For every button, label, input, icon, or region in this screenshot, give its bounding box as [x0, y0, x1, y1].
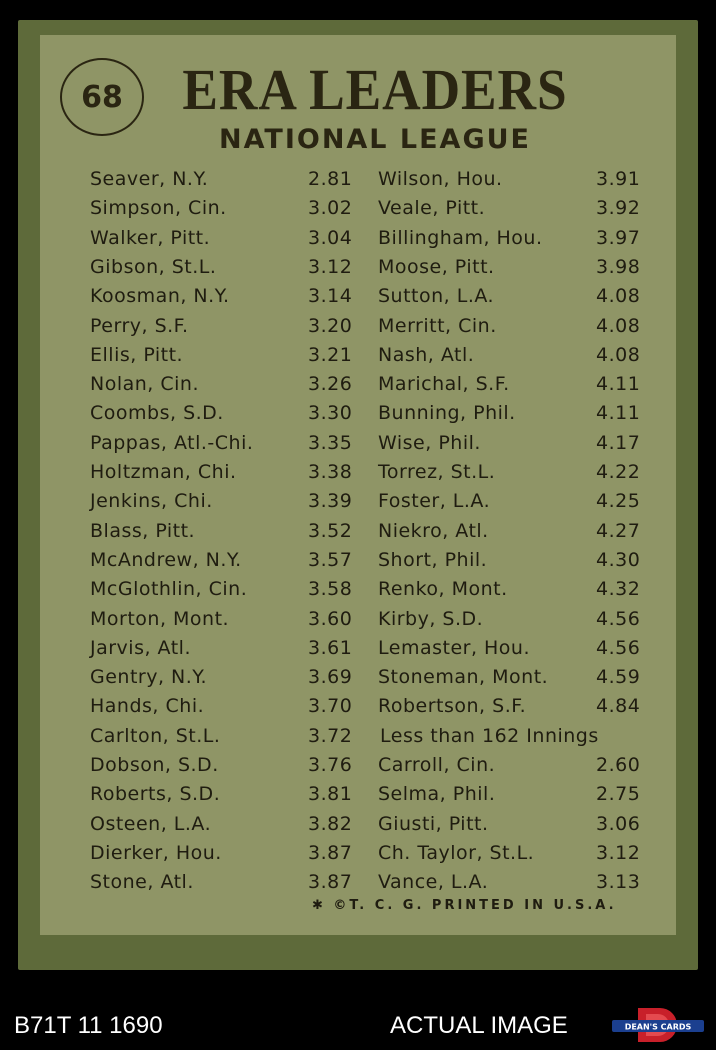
era-value: 3.69: [308, 666, 353, 689]
era-value: 3.91: [596, 168, 641, 190]
era-value: 4.11: [596, 373, 641, 396]
era-value: 3.76: [308, 754, 353, 776]
pitcher-name: Robertson, S.F.: [378, 695, 527, 718]
pitcher-name: Holtzman, Chi.: [90, 461, 237, 483]
pitcher-name: Lemaster, Hou.: [378, 636, 531, 659]
pitcher-name: Jenkins, Chi.: [90, 490, 213, 513]
era-value: 3.52: [308, 519, 353, 542]
actual-image-label: ACTUAL IMAGE: [390, 1012, 568, 1039]
era-value: 3.98: [596, 255, 641, 278]
era-value: 3.87: [308, 841, 353, 864]
pitcher-name: Foster, L.A.: [378, 490, 491, 513]
era-value: 3.58: [308, 578, 353, 601]
table-row: [0, 871, 716, 900]
pitcher-name: Seaver, N.Y.: [90, 168, 209, 190]
era-value: 4.32: [596, 578, 641, 601]
table-row: [0, 695, 716, 724]
pitcher-name: Gentry, N.Y.: [90, 666, 208, 689]
pitcher-name: Stoneman, Mont.: [378, 666, 549, 689]
pitcher-name: Coombs, S.D.: [90, 402, 224, 425]
table-row: [0, 842, 716, 871]
pitcher-name: Wise, Phil.: [378, 431, 481, 454]
era-value: 4.25: [596, 490, 641, 513]
pitcher-name: Bunning, Phil.: [378, 402, 516, 425]
era-value: 4.11: [596, 402, 641, 425]
pitcher-name: Gibson, St.L.: [90, 255, 217, 278]
table-row: [0, 344, 716, 373]
pitcher-name: Morton, Mont.: [90, 607, 230, 630]
era-value: 3.02: [308, 197, 353, 220]
table-row: [0, 637, 716, 666]
pitcher-name: Ch. Taylor, St.L.: [378, 841, 535, 864]
pitcher-name: McGlothlin, Cin.: [90, 578, 248, 601]
pitcher-name: Wilson, Hou.: [378, 168, 503, 190]
era-value: 3.70: [308, 695, 353, 718]
table-row: [0, 315, 716, 344]
era-value: 4.56: [596, 607, 641, 630]
pitcher-name: Selma, Phil.: [378, 783, 496, 806]
logo-text: DEAN'S CARDS: [624, 1022, 692, 1032]
era-value: 3.81: [308, 783, 353, 806]
era-value: 3.60: [308, 607, 353, 630]
table-row: [0, 608, 716, 637]
pitcher-name: Hands, Chi.: [90, 695, 205, 718]
pitcher-name: Koosman, N.Y.: [90, 285, 230, 308]
deans-cards-logo: [612, 1005, 704, 1045]
table-row: [0, 490, 716, 519]
pitcher-name: Stone, Atl.: [90, 871, 194, 894]
era-value: 4.27: [596, 519, 641, 542]
pitcher-name: Merritt, Cin.: [378, 314, 497, 337]
pitcher-name: Roberts, S.D.: [90, 783, 221, 806]
era-value: 4.08: [596, 343, 641, 366]
era-value: 3.21: [308, 343, 353, 366]
era-value: 2.81: [308, 168, 353, 190]
card-code: B71T 11 1690: [14, 1012, 163, 1039]
pitcher-name: Ellis, Pitt.: [90, 343, 184, 366]
era-value: 3.14: [308, 285, 353, 308]
section-header: Less than 162 Innings: [380, 724, 599, 747]
table-row: [0, 666, 716, 695]
pitcher-name: Billingham, Hou.: [378, 226, 543, 249]
table-row: [0, 813, 716, 842]
table-row: [0, 168, 716, 197]
pitcher-name: Niekro, Atl.: [378, 519, 489, 542]
pitcher-name: Osteen, L.A.: [90, 812, 212, 835]
era-value: 3.38: [308, 461, 353, 483]
pitcher-name: Perry, S.F.: [90, 314, 189, 337]
table-row: [0, 549, 716, 578]
table-row: [0, 373, 716, 402]
table-row: [0, 285, 716, 314]
table-row: [0, 578, 716, 607]
era-value: 4.08: [596, 285, 641, 308]
era-value: 3.57: [308, 548, 353, 571]
card-title: ERA LEADERS: [182, 57, 568, 122]
pitcher-name: Dierker, Hou.: [90, 841, 222, 864]
era-value: 4.56: [596, 636, 641, 659]
pitcher-name: Torrez, St.L.: [378, 461, 496, 483]
card-subtitle: NATIONAL LEAGUE: [219, 124, 531, 155]
pitcher-name: Jarvis, Atl.: [90, 636, 191, 659]
table-row: [0, 256, 716, 285]
pitcher-name: Dobson, S.D.: [90, 754, 219, 776]
pitcher-name: Blass, Pitt.: [90, 519, 196, 542]
pitcher-name: Nolan, Cin.: [90, 373, 200, 396]
pitcher-name: Vance, L.A.: [378, 871, 489, 894]
era-value: 4.08: [596, 314, 641, 337]
pitcher-name: Carroll, Cin.: [378, 754, 496, 776]
table-row: [0, 402, 716, 431]
pitcher-name: Pappas, Atl.-Chi.: [90, 431, 254, 454]
era-value: 3.12: [308, 255, 353, 278]
era-value: 3.20: [308, 314, 353, 337]
era-value: 3.39: [308, 490, 353, 513]
era-value: 3.61: [308, 636, 353, 659]
table-row: [0, 783, 716, 812]
pitcher-name: McAndrew, N.Y.: [90, 548, 242, 571]
era-value: 3.13: [596, 871, 641, 894]
table-row: [0, 520, 716, 549]
era-value: 4.22: [596, 461, 641, 483]
era-value: 3.92: [596, 197, 641, 220]
era-value: 3.82: [308, 812, 353, 835]
era-value: 3.12: [596, 841, 641, 864]
era-value: 3.26: [308, 373, 353, 396]
era-value: 2.60: [596, 754, 641, 776]
pitcher-name: Moose, Pitt.: [378, 255, 495, 278]
era-value: 3.30: [308, 402, 353, 425]
era-value: 3.87: [308, 871, 353, 894]
era-value: 3.06: [596, 812, 641, 835]
pitcher-name: Sutton, L.A.: [378, 285, 495, 308]
era-value: 2.75: [596, 783, 641, 806]
table-row: [0, 461, 716, 490]
copyright-footer: ✱ ©T. C. G. PRINTED IN U.S.A.: [312, 898, 617, 913]
pitcher-name: Nash, Atl.: [378, 343, 475, 366]
pitcher-name: Giusti, Pitt.: [378, 812, 489, 835]
pitcher-name: Short, Phil.: [378, 548, 488, 571]
era-value: 4.84: [596, 695, 641, 718]
era-value: 3.04: [308, 226, 353, 249]
pitcher-name: Walker, Pitt.: [90, 226, 211, 249]
table-row: [0, 197, 716, 226]
pitcher-name: Renko, Mont.: [378, 578, 508, 601]
pitcher-name: Carlton, St.L.: [90, 724, 221, 747]
pitcher-name: Kirby, S.D.: [378, 607, 484, 630]
era-value: 3.72: [308, 724, 353, 747]
era-value: 4.17: [596, 431, 641, 454]
table-row: [0, 432, 716, 461]
era-value: 3.35: [308, 431, 353, 454]
table-row: [0, 754, 716, 783]
table-row: [0, 227, 716, 256]
era-value: 4.59: [596, 666, 641, 689]
pitcher-name: Marichal, S.F.: [378, 373, 510, 396]
pitcher-name: Veale, Pitt.: [378, 197, 486, 220]
pitcher-name: Simpson, Cin.: [90, 197, 227, 220]
era-value: 3.97: [596, 226, 641, 249]
table-row: [0, 725, 716, 754]
card-number: 68: [60, 58, 144, 136]
era-value: 4.30: [596, 548, 641, 571]
